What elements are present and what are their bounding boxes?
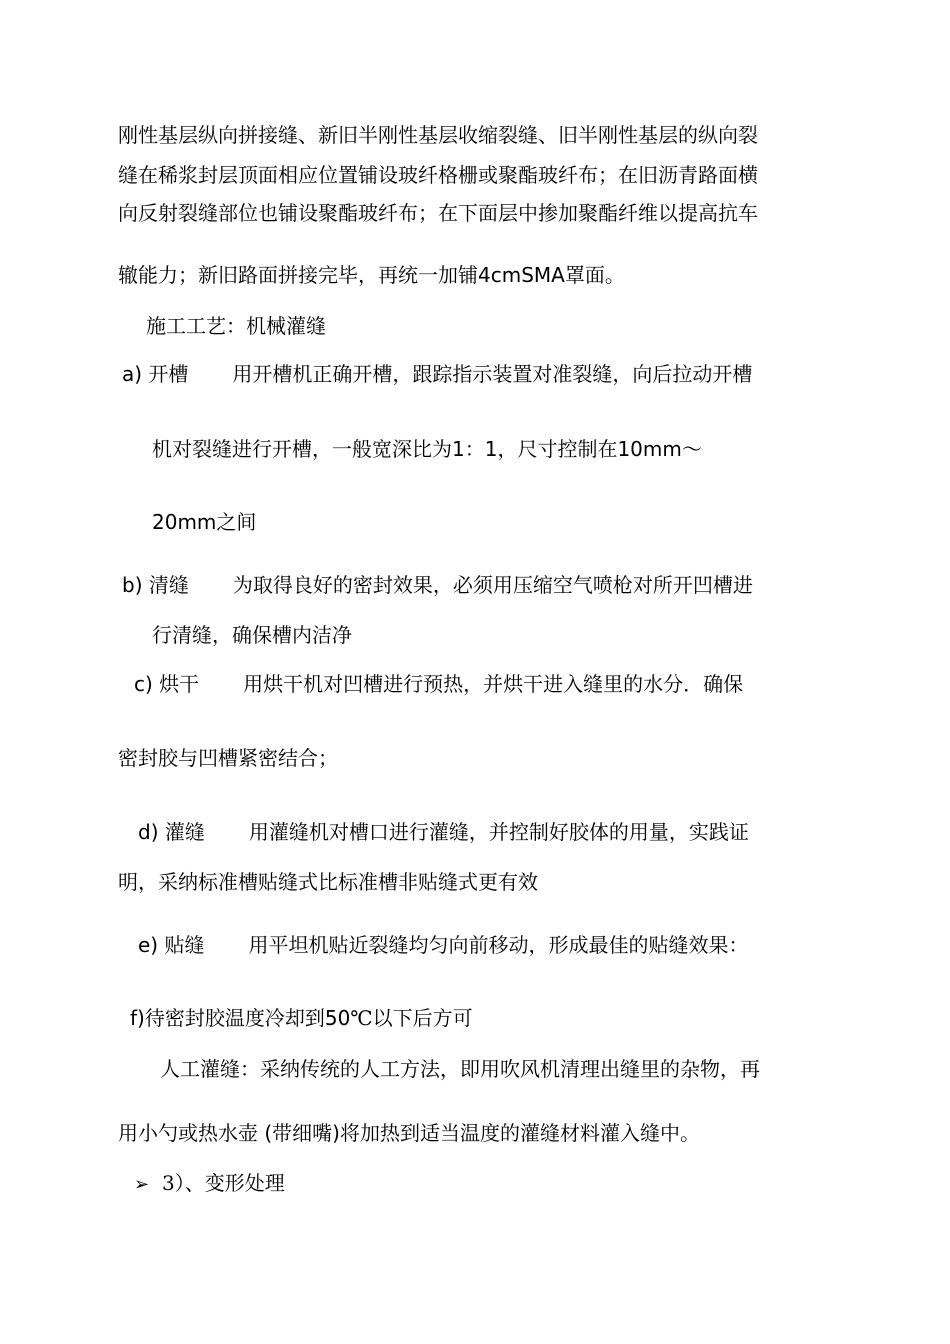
step-b-line-1 (122, 572, 753, 598)
step-f-temperature: 50 (324, 1006, 351, 1030)
manual-paren-close: ) (332, 1121, 340, 1145)
step-b-name: 清缝 (148, 573, 189, 597)
step-b-line-2: 行清缝，确保槽内洁净 (152, 623, 352, 647)
step-a-ratio: 1：1 (452, 437, 498, 461)
step-a-size-min: 10mm～ (617, 437, 702, 461)
step-f-text: 待密封胶温度冷却到 (144, 1006, 325, 1030)
step-a-line-2-text: 机对裂缝进行开槽，一般宽深比为 (152, 437, 452, 461)
section-title: 施工工艺：机械灌缝 (146, 314, 326, 338)
step-e-text: 用平坦机贴近裂缝均匀向前移动，形成最佳的贴缝效果： (248, 933, 749, 957)
intro-line-4-text: 辙能力；新旧路面拼接完毕，再统一加铺 (118, 263, 478, 287)
step-d-line-1 (138, 819, 749, 845)
step-d-line-2: 明，采纳标准槽贴缝式比标准槽非贴缝式更有效 (118, 870, 538, 894)
step-f-line (130, 1005, 473, 1031)
step-d-marker: d) (138, 820, 159, 844)
step-a-line-2-mid: ，尺寸控制在 (497, 437, 618, 461)
intro-line-4 (118, 262, 625, 288)
manual-line-2-end: 将加热到适当温度的灌缝材料灌入缝中。 (339, 1121, 700, 1145)
step-a-marker: a) (122, 362, 143, 386)
manual-paren-open: ( (258, 1121, 273, 1145)
step-a-line-3-end: 之间 (216, 510, 257, 534)
step-a-line-2 (152, 436, 702, 462)
next-heading-text: 3）、变形处理 (162, 1171, 285, 1195)
step-c-text: 用烘干机对凹槽进行预热，并烘干进入缝里的水分．确保 (243, 672, 744, 696)
step-b-marker: b) (122, 573, 143, 597)
arrow-bullet-icon: ➢ (134, 1174, 150, 1195)
step-d-text: 用灌缝机对槽口进行灌缝，并控制好胶体的用量，实践证 (248, 820, 749, 844)
step-c-marker: c) (134, 672, 153, 696)
step-b-text: 为取得良好的密封效果，必须用压缩空气喷枪对所开凹槽进 (232, 573, 753, 597)
intro-line-3: 向反射裂缝部位也铺设聚酯玻纤布；在下面层中掺加聚酯纤维以提高抗车 (118, 201, 758, 225)
manual-line-2 (118, 1120, 700, 1146)
step-e-line-1 (138, 932, 748, 958)
step-e-name: 贴缝 (164, 933, 205, 957)
step-f-text-end: ℃以下后方可 (350, 1006, 473, 1030)
manual-line-2-text: 用小勺或热水壶 (118, 1121, 258, 1145)
step-f-marker: f) (130, 1006, 145, 1030)
step-c-name: 烘干 (159, 672, 200, 696)
manual-line-1: 人工灌缝：采纳传统的人工方法，即用吹风机清理出缝里的杂物，再 (160, 1057, 760, 1081)
intro-line-4-end: 罩面。 (564, 263, 625, 287)
intro-line-1: 刚性基层纵向拼接缝、新旧半刚性基层收缩裂缝、旧半刚性基层的纵向裂 (118, 123, 758, 147)
step-c-line-1 (134, 671, 743, 697)
step-e-marker: e) (138, 933, 159, 957)
next-heading (134, 1170, 285, 1198)
step-a-size-max: 20mm (152, 510, 217, 534)
step-a-text: 用开槽机正确开槽，跟踪指示装置对准裂缝，向后拉动开槽 (232, 362, 753, 386)
manual-paren-text: 带细嘴 (272, 1121, 333, 1145)
step-d-name: 灌缝 (164, 820, 205, 844)
step-a-line-1 (122, 361, 752, 387)
intro-line-2: 缝在稀浆封层顶面相应位置铺设玻纤格栅或聚酯玻纤布；在旧沥青路面横 (118, 163, 758, 187)
intro-line-4-spec: 4cmSMA (478, 263, 565, 287)
step-a-name: 开槽 (148, 362, 189, 386)
step-a-line-3 (152, 509, 256, 535)
step-c-line-2: 密封胶与凹槽紧密结合； (118, 746, 338, 770)
